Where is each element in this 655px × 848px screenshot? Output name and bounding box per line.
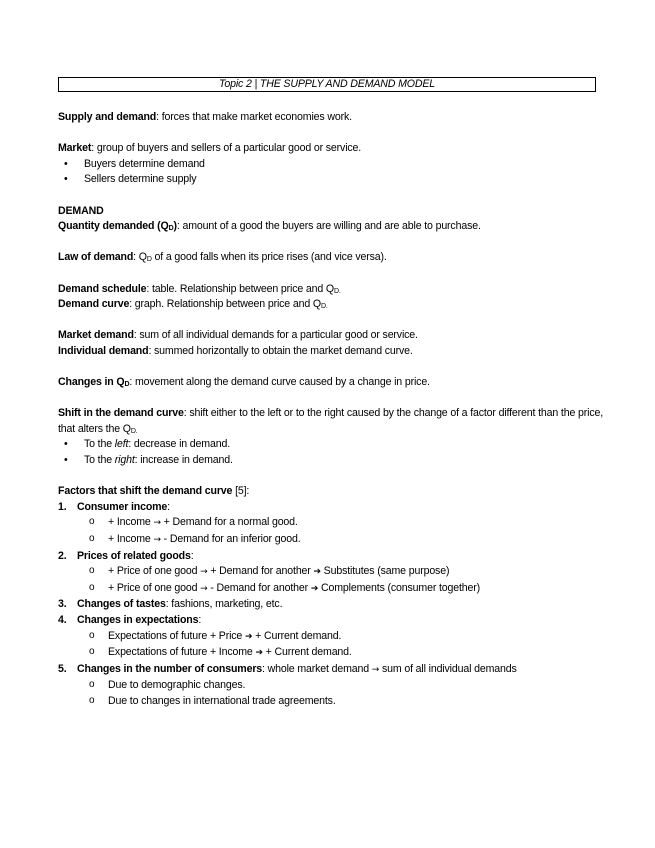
list-item: 3. Changes of tastes: fashions, marketing, etc. (58, 598, 283, 611)
list-item: o Expectations of future + Price ➔ + Current demand. (77, 629, 603, 646)
arrow-icon: → (371, 664, 380, 675)
changes-in-qd-definition: Changes in $Q_D$: movement along the demand curve caused by a change in price. (58, 376, 430, 389)
market-bullets (58, 157, 603, 188)
shift-bullets (58, 437, 603, 468)
individual-demand-definition: Individual demand: summed horizontally to obtain the market demand curve. (58, 344, 413, 357)
arrow-icon: → (153, 518, 161, 529)
list-item: o Due to demographic changes. (77, 678, 603, 694)
list-item: • Sellers determine supply (58, 172, 603, 188)
demand-curve-definition: Demand curve: graph. Relationship between price and $Q_{D.}$ (58, 298, 328, 311)
factors-list (58, 500, 603, 710)
notes-body (58, 110, 603, 710)
market-demand-definition: Market demand: sum of all individual demands for a particular good or service. (58, 329, 418, 342)
list-item: 4. Changes in expectations: o Expectations of future + Price ➔ + Current demand. o Expectations of future + Income ➔ + Current demand. (58, 613, 603, 662)
quantity-demanded-definition: Quantity demanded $(Q_D)$: amount of a good the buyers are willing and are able to purchase. (58, 220, 481, 233)
arrow-icon: → (200, 567, 208, 578)
factors-heading: Factors that shift the demand curve [5]: (58, 485, 250, 498)
demand-schedule-definition: Demand schedule: table. Relationship between price and $Q_{D.}$ (58, 282, 341, 295)
shift-definition: Shift in the demand curve: shift either to the left or to the right caused by the change of a factor different than the price, that alters the $Q_{D.}$ (58, 407, 604, 435)
arrow-icon: ➔ (313, 567, 321, 578)
arrow-icon: ➔ (244, 631, 253, 642)
list-item: • To the left: decrease in demand. (58, 437, 603, 453)
arrow-icon: → (200, 583, 208, 594)
list-item: o + Price of one good → + Demand for another ➔ Substitutes (same purpose) (77, 564, 603, 581)
supply-demand-definition: Supply and demand: forces that make market economies work. (58, 111, 352, 123)
arrow-icon: → (153, 535, 161, 546)
list-item: o + Income → - Demand for an inferior good. (77, 532, 603, 549)
demand-heading: DEMAND (58, 204, 104, 217)
list-item: o Expectations of future + Income ➔ + Current demand. (77, 645, 603, 662)
arrow-icon: ➔ (310, 583, 319, 594)
market-definition: Market: group of buyers and sellers of a particular good or service. (58, 142, 362, 155)
list-item: • Buyers determine demand (58, 157, 603, 173)
list-item: • To the right: increase in demand. (58, 453, 603, 469)
list-item: o Due to changes in international trade agreements. (77, 694, 603, 710)
law-of-demand-definition: Law of demand: $Q_D$ of a good falls when its price rises (and vice versa). (58, 251, 387, 264)
list-item: 1. Consumer income: o + Income → + Demand for a normal good. o + Income → - Demand for an inferior good. (58, 500, 603, 549)
list-item: 5. Changes in the number of consumers: whole market demand → sum of all individual demands o Due to demographic changes. o Due to changes in international trade agreements. (58, 662, 603, 710)
list-item: o + Income → + Demand for a normal good. (77, 515, 603, 532)
list-item: o + Price of one good → - Demand for another ➔ Complements (consumer together) (77, 581, 603, 598)
arrow-icon: ➔ (255, 648, 263, 659)
page-title: Topic 2 | THE SUPPLY AND DEMAND MODEL (58, 77, 596, 92)
list-item: 2. Prices of related goods: o + Price of one good → + Demand for another ➔ Substitutes (same purpose) o + Price of one good → - Demand for another ➔ Complements (consumer together) (58, 549, 603, 598)
